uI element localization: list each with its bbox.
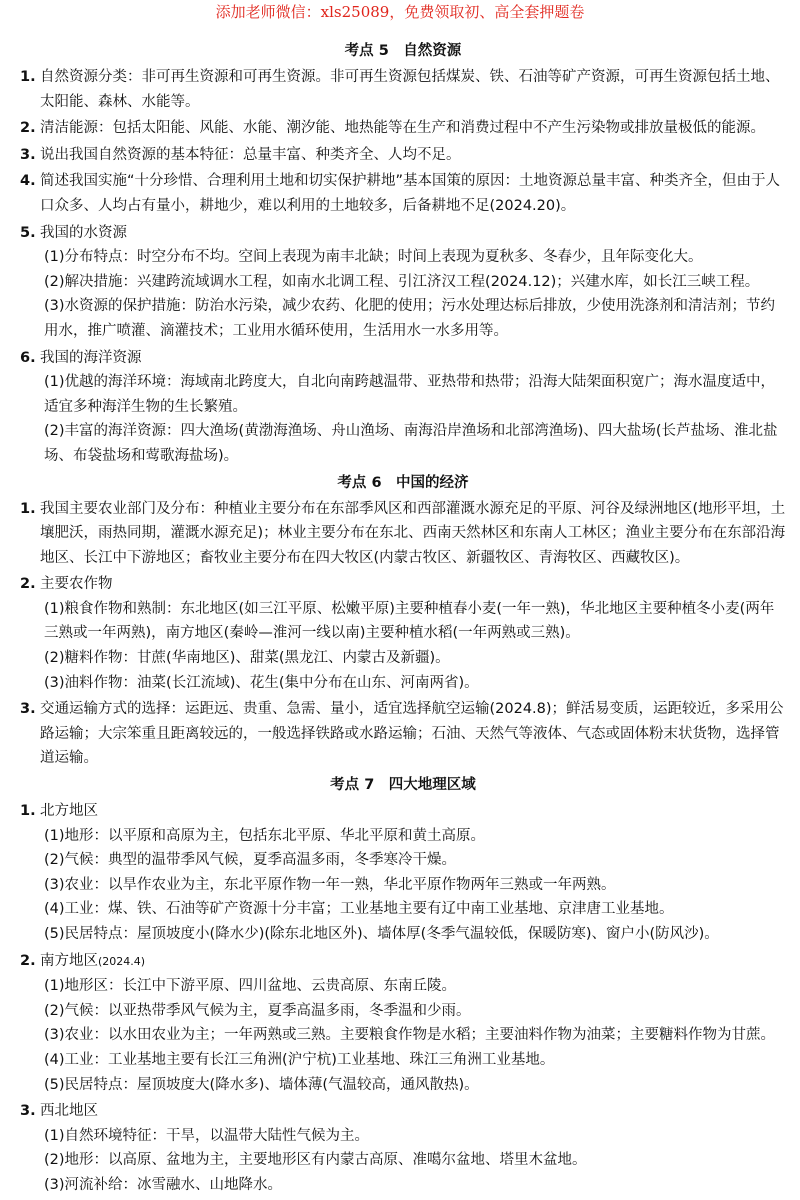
list-item (20, 65, 786, 114)
list-item (20, 949, 786, 1098)
item-number: 5. (20, 224, 36, 241)
section-china-economy (20, 471, 786, 772)
item-number: 2. (20, 120, 36, 137)
sub-item: (5)民居特点：屋顶坡度大(降水多)、墙体薄(气温较高，通风散热)。 (44, 1076, 479, 1093)
list-item (20, 1099, 786, 1197)
item-text: 交通运输方式的选择：运距远、贵重、急需、量小，适宜选择航空运输(2024.8)；鲜活易变质，运距较近，多采用公路运输；大宗笨重且距离较远的，一般选择铁路或水路运输；石油、天然气等液体、气态或固体粉末状货物，选择管道运输。 (40, 701, 784, 767)
list-item (20, 697, 786, 771)
document-page (20, 38, 786, 1200)
item-number: 2. (20, 576, 36, 593)
item-number: 1. (20, 500, 36, 517)
item-text: 北方地区 (40, 803, 98, 820)
sub-item: (1)分布特点：时空分布不均。空间上表现为南丰北缺；时间上表现为夏秋多、冬春少，且年际变化大。 (44, 249, 703, 266)
item-text: 清洁能源：包括太阳能、风能、水能、潮汐能、地热能等在生产和消费过程中不产生污染物或排放量极低的能源。 (40, 120, 765, 137)
item-text: 南方地区 (40, 952, 98, 969)
section-four-regions (20, 773, 786, 1198)
item-text: 简述我国实施“十分珍惜、合理利用土地和切实保护耕地”基本国策的原因：土地资源总量丰富、种类齐全，但由于人口众多、人均占有量小，耕地少，难以利用的土地较多，后备耕地不足(2024.20)。 (40, 173, 781, 214)
section-natural-resources (20, 39, 786, 469)
sub-item: (4)工业：煤、铁、石油等矿产资源十分丰富；工业基地主要有辽中南工业基地、京津唐工业基地。 (44, 901, 674, 918)
item-note: (2024.4) (98, 954, 146, 968)
sub-item: (1)地形区：长江中下游平原、四川盆地、云贵高原、东南丘陵。 (44, 978, 457, 995)
item-text: 我国的海洋资源 (40, 349, 142, 366)
sub-item: (3)河流补给：冰雪融水、山地降水。 (44, 1176, 283, 1193)
item-number: 1. (20, 69, 36, 85)
sub-item: (5)民居特点：屋顶坡度小(降水少)(除东北地区外)、墙体厚(冬季气温较低，保暖防寒)、窗户小(防风沙)。 (44, 926, 719, 942)
sub-item: (1)自然环境特征：干旱，以温带大陆性气候为主。 (44, 1127, 370, 1144)
list-item (20, 799, 786, 947)
sub-item: (3)油料作物：油菜(长江流域)、花生(集中分布在山东、河南两省)。 (44, 674, 479, 691)
sub-item: (2)气候：典型的温带季风气候，夏季高温多雨，冬季寒冷干燥。 (44, 852, 457, 869)
sub-item: (2)气候：以亚热带季风气候为主，夏季高温多雨，冬季温和少雨。 (44, 1002, 471, 1019)
list-item (20, 497, 786, 571)
sub-item: (4)工业：工业基地主要有长江三角洲(沪宁杭)工业基地、珠江三角洲工业基地。 (44, 1051, 555, 1068)
sub-item: (3)农业：以旱作农业为主，东北平原作物一年一熟，华北平原作物两年三熟或一年两熟。 (44, 876, 616, 893)
sub-item: (1)优越的海洋环境：海域南北跨度大，自北向南跨越温带、亚热带和热带；沿海大陆架面积宽广；海水温度适中，适宜多种海洋生物的生长繁殖。 (44, 374, 776, 415)
list-item (20, 572, 786, 695)
list-item (20, 169, 786, 218)
list-item (20, 346, 786, 469)
item-text: 主要农作物 (40, 576, 113, 593)
sub-item: (1)粮食作物和熟制：东北地区(如三江平原、松嫩平原)主要种植春小麦(一年一熟)，华北地区主要种植冬小麦(两年三熟或一年两熟)，南方地区(秦岭—淮河一线以南)主要种植水稻(一年两熟或三熟)。 (44, 600, 775, 642)
sub-item: (2)解决措施：兴建跨流域调水工程，如南水北调工程、引江济汉工程(2024.12)；兴建水库，如长江三峡工程。 (44, 273, 760, 290)
item-text: 我国主要农业部门及分布：种植业主要分布在东部季风区和西部灌溉水源充足的平原、河谷及绿洲地区(地形平坦，土壤肥沃，雨热同期，灌溉水源充足)；林业主要分布在东北、西南天然林区和东南人工林区；渔业主要分布在东部沿海地区、长江中下游地区；畜牧业主要分布在四大牧区(内蒙古牧区、新疆牧区、青海牧区、西藏牧区)。 (40, 500, 786, 566)
watermark-banner: 添加老师微信：xls25089，免费领取初、高全套押题卷 (215, 3, 585, 21)
item-text: 我国的水资源 (40, 224, 127, 241)
item-number: 3. (20, 701, 36, 718)
sub-item: (3)农业：以水田农业为主；一年两熟或三熟。主要粮食作物是水稻；主要油料作物为油菜；主要糖料作物为甘蔗。 (44, 1027, 776, 1044)
item-number: 3. (20, 146, 36, 163)
item-number: 3. (20, 1103, 36, 1120)
list-item (20, 221, 786, 344)
item-number: 4. (20, 173, 36, 190)
item-text: 自然资源分类：非可再生资源和可再生资源。非可再生资源包括煤炭、铁、石油等矿产资源，可再生资源包括土地、太阳能、森林、水能等。 (40, 69, 780, 110)
item-number: 1. (20, 803, 36, 820)
sub-item: (2)糖料作物：甘蔗(华南地区)、甜菜(黑龙江、内蒙古及新疆)。 (44, 650, 450, 667)
list-item (20, 143, 786, 168)
list-item (20, 116, 786, 141)
sub-item: (1)地形：以平原和高原为主，包括东北平原、华北平原和黄土高原。 (44, 827, 486, 844)
section-title: 考点 6 中国的经济 (337, 474, 469, 491)
sub-item: (3)水资源的保护措施：防治水污染，减少农药、化肥的使用；污水处理达标后排放，少使用洗涤剂和清洁剂；节约用水，推广喷灌、滴灌技术；工业用水循环使用，生活用水一水多用等。 (44, 298, 776, 339)
item-text: 西北地区 (40, 1103, 98, 1120)
sub-item: (2)丰富的海洋资源：四大渔场(黄渤海渔场、舟山渔场、南海沿岸渔场和北部湾渔场)、四大盐场(长芦盐场、淮北盐场、布袋盐场和莺歌海盐场)。 (44, 423, 778, 464)
section-title: 考点 7 四大地理区域 (330, 777, 476, 794)
sub-item: (2)地形：以高原、盆地为主，主要地形区有内蒙古高原、准噶尔盆地、塔里木盆地。 (44, 1152, 587, 1169)
item-number: 2. (20, 952, 36, 969)
item-number: 6. (20, 349, 36, 366)
item-text: 说出我国自然资源的基本特征：总量丰富、种类齐全、人均不足。 (40, 146, 461, 163)
section-title: 考点 5 自然资源 (344, 43, 462, 59)
